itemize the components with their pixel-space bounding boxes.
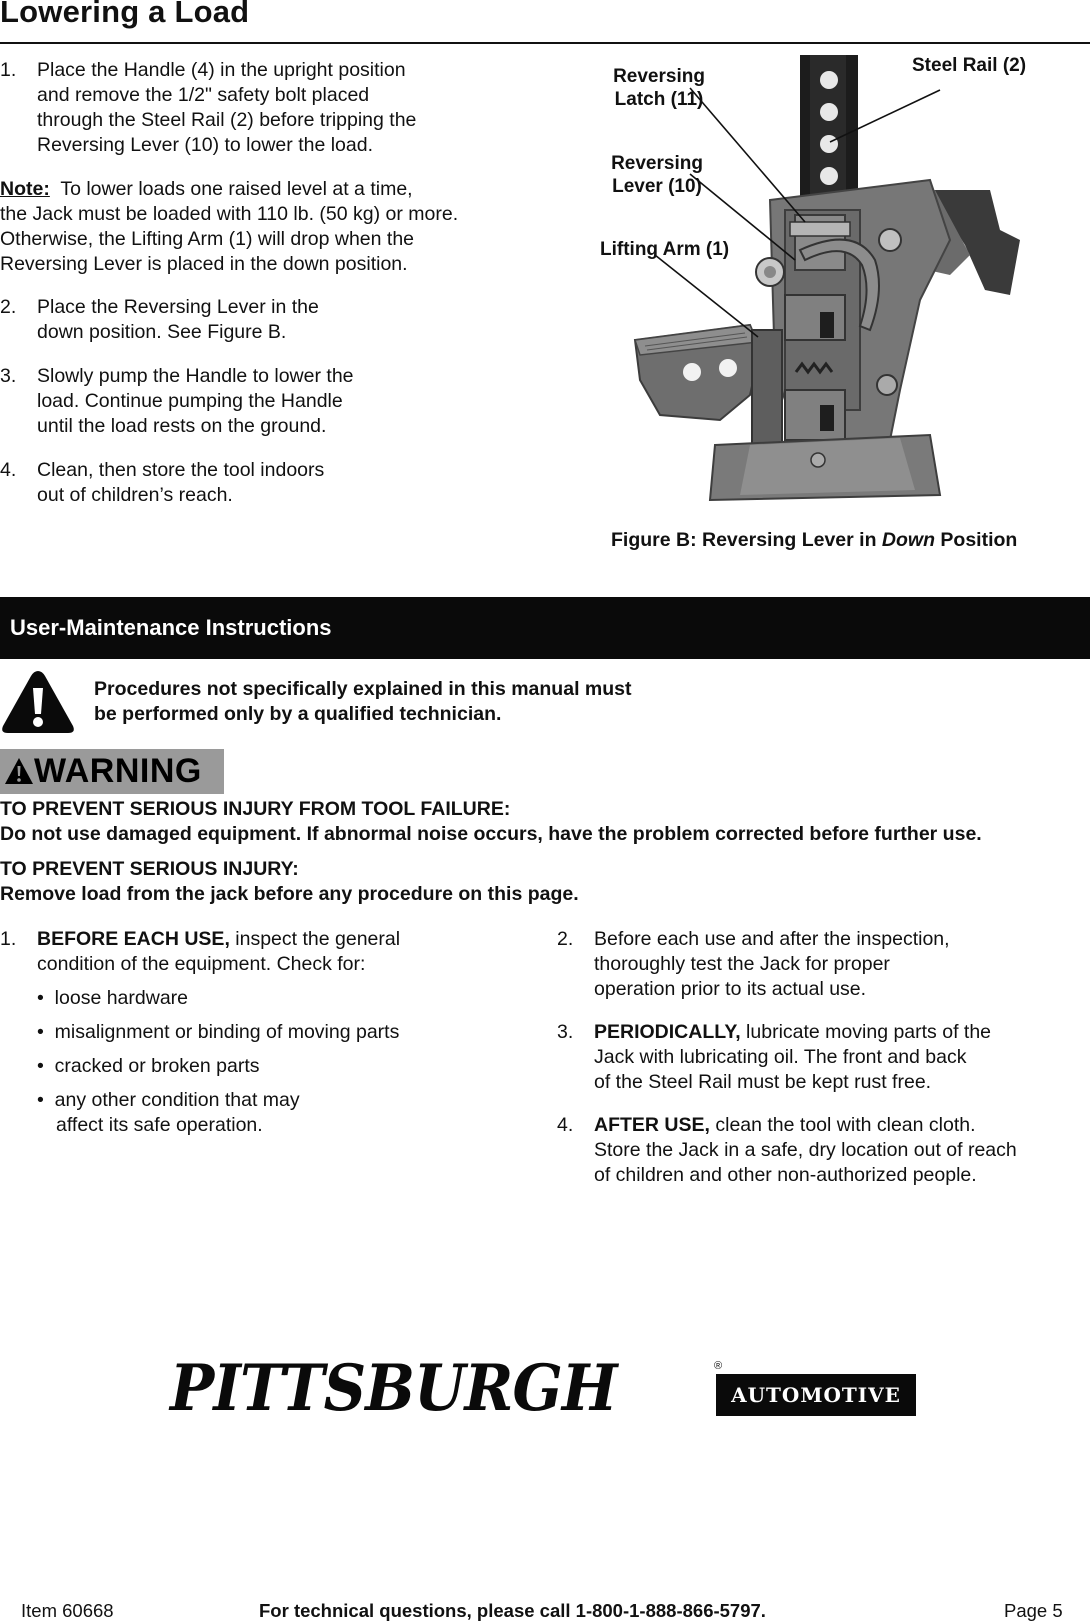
step-1-number: 1. [0, 59, 17, 81]
step-1-line: Place the Handle (4) in the upright position [37, 59, 406, 81]
maintenance-item-4 [557, 1113, 1017, 1188]
step-3-line: load. Continue pumping the Handle [37, 390, 343, 412]
title-divider [0, 42, 1090, 44]
warning-title: TO PREVENT SERIOUS INJURY: [0, 858, 299, 880]
item-lead: BEFORE EACH USE, [37, 928, 230, 950]
label-line: Lever (10) [612, 176, 702, 197]
step-4-number: 4. [0, 459, 17, 481]
logo-sub: AUTOMOTIVE [716, 1374, 916, 1416]
step-4-line: out of children’s reach. [37, 484, 233, 506]
step-2-line: down position. See Figure B. [37, 321, 287, 343]
item-text: condition of the equipment. Check for: [37, 953, 366, 975]
footer-support-text: For technical questions, please call 1-800-1-888-866-5797. [259, 1600, 766, 1621]
caution-triangle-icon [0, 668, 76, 736]
list-item: • loose hardware [37, 987, 189, 1009]
list-item-text: cracked or broken parts [54, 1055, 260, 1077]
caution-line: Procedures not specifically explained in this manual must [94, 678, 632, 700]
label-line: Reversing [613, 66, 705, 87]
step-2-line: Place the Reversing Lever in the [37, 296, 319, 318]
label-line: Reversing [611, 153, 703, 174]
note-line: the Jack must be loaded with 110 lb. (50 kg) or more. [0, 203, 459, 225]
item-number: 1. [0, 928, 17, 950]
section-title: Lowering a Load [0, 0, 250, 29]
warning-block-2 [0, 857, 579, 907]
note-label: Note: [0, 178, 50, 200]
caution-line: be performed only by a qualified technician. [94, 703, 502, 725]
step-1-line: and remove the 1/2" safety bolt placed [37, 84, 370, 106]
list-item: • any other condition that may [37, 1089, 300, 1111]
caution-text [94, 677, 632, 727]
item-text: lubricate moving parts of the [740, 1021, 992, 1043]
item-text: clean the tool with clean cloth. [709, 1114, 976, 1136]
label-reversing-latch [600, 65, 718, 111]
step-4-line: Clean, then store the tool indoors [37, 459, 325, 481]
step-3-number: 3. [0, 365, 17, 387]
item-text: Store the Jack in a safe, dry location out of reach [594, 1139, 1017, 1161]
footer-item-number: Item 60668 [21, 1600, 114, 1621]
list-item-text: affect its safe operation. [56, 1114, 263, 1136]
label-reversing-lever [598, 152, 716, 198]
item-lead: AFTER USE, [594, 1114, 710, 1136]
item-text: of the Steel Rail must be kept rust free. [594, 1071, 932, 1093]
item-text: thoroughly test the Jack for proper [594, 953, 890, 975]
note-line: To lower loads one raised level at a time, [60, 178, 413, 200]
item-text: Before each use and after the inspection, [594, 928, 950, 950]
label-lifting-arm: Lifting Arm (1) [600, 239, 730, 260]
warning-body: Remove load from the jack before any procedure on this page. [0, 883, 579, 905]
figure-caption [611, 529, 1017, 552]
step-3 [0, 364, 354, 439]
step-2 [0, 295, 319, 345]
footer-page-number: Page 5 [1004, 1600, 1063, 1621]
step-1-line: Reversing Lever (10) to lower the load. [37, 134, 374, 156]
warning-text: WARNING [34, 752, 202, 790]
list-item-text: any other condition that may [54, 1089, 300, 1111]
step-1 [0, 58, 416, 158]
item-lead: PERIODICALLY, [594, 1021, 741, 1043]
item-text: of children and other non-authorized people. [594, 1164, 977, 1186]
label-steel-rail: Steel Rail (2) [912, 55, 1027, 76]
maintenance-item-1 [0, 927, 400, 977]
warning-block-1 [0, 797, 982, 847]
list-item: • cracked or broken parts [37, 1055, 260, 1077]
maintenance-item-3 [557, 1020, 991, 1095]
jack-illustration [600, 50, 1090, 525]
logo-brand: PITTSBURGH [170, 1351, 617, 1426]
note [0, 177, 458, 277]
caption-text: Figure B: Reversing Lever in [611, 529, 882, 551]
step-4 [0, 458, 324, 508]
caption-text: Position [934, 529, 1018, 551]
item-text: inspect the general [229, 928, 401, 950]
list-item-text: loose hardware [54, 987, 189, 1009]
caption-emphasis: Down [881, 529, 935, 551]
step-2-number: 2. [0, 296, 17, 318]
maintenance-item-2 [557, 927, 950, 1002]
brand-logo [170, 1351, 930, 1430]
warning-triangle-icon [4, 757, 34, 785]
item-number: 4. [557, 1114, 574, 1136]
step-1-line: through the Steel Rail (2) before tripping the [37, 109, 417, 131]
reversing-latch-shape [790, 222, 850, 236]
note-line: Reversing Lever is placed in the down position. [0, 253, 408, 275]
item-text: operation prior to its actual use. [594, 978, 867, 1000]
maintenance-banner: User-Maintenance Instructions [0, 597, 1090, 659]
logo-registered: ® [714, 1360, 723, 1372]
warning-title: TO PREVENT SERIOUS INJURY FROM TOOL FAILURE: [0, 798, 511, 820]
item-text: Jack with lubricating oil. The front and back [594, 1046, 967, 1068]
step-3-line: Slowly pump the Handle to lower the [37, 365, 354, 387]
label-line: Latch (11) [614, 89, 704, 110]
item-number: 3. [557, 1021, 574, 1043]
item-number: 2. [557, 928, 574, 950]
inspection-list [37, 986, 399, 1138]
warning-body: Do not use damaged equipment. If abnormal noise occurs, have the problem corrected before further use. [0, 823, 982, 845]
note-line: Otherwise, the Lifting Arm (1) will drop when the [0, 228, 415, 250]
warning-label [0, 749, 224, 794]
step-3-line: until the load rests on the ground. [37, 415, 327, 437]
list-item-text: misalignment or binding of moving parts [54, 1021, 400, 1043]
list-item: • misalignment or binding of moving parts [37, 1021, 400, 1043]
